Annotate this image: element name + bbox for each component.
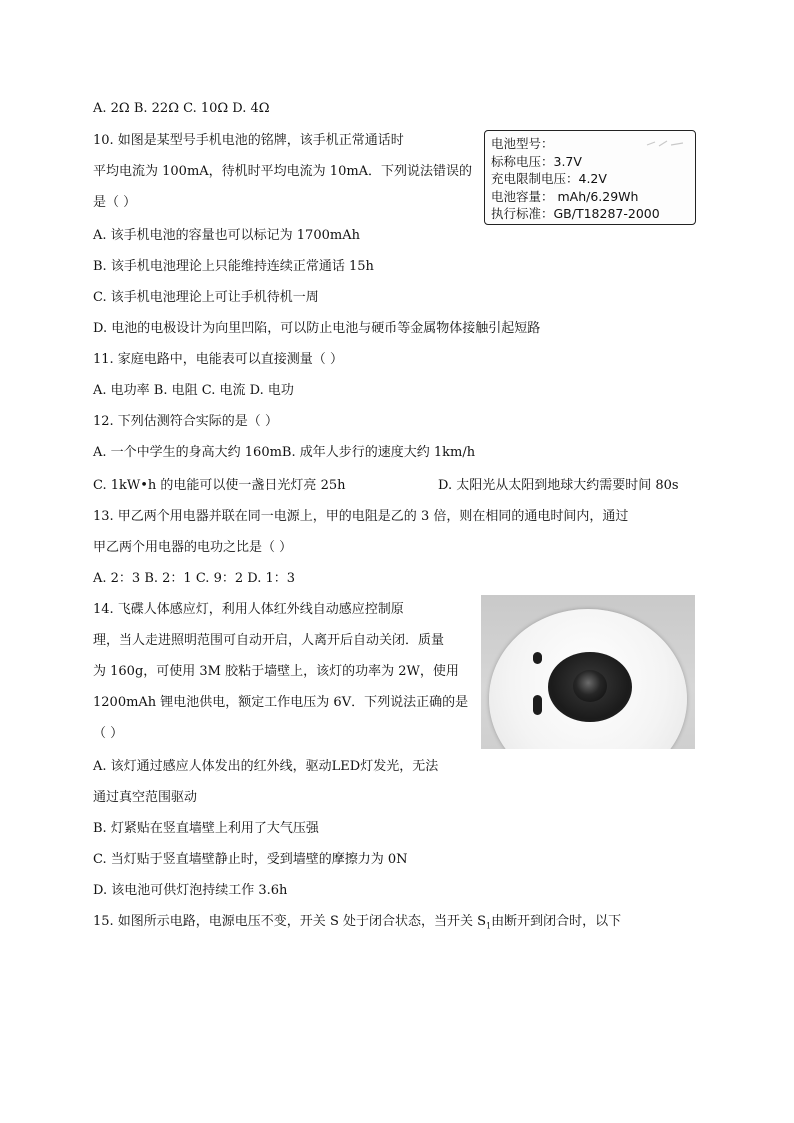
- battery-capacity: 电池容量： mAh/6.29Wh: [491, 188, 639, 204]
- q10-a: A. 该手机电池的容量也可以标记为 1700mAh: [93, 228, 360, 243]
- battery-model: 电池型号：: [491, 136, 554, 151]
- q14-a-1: A. 该灯通过感应人体发出的红外线，驱动LED灯发光，无法: [93, 759, 439, 774]
- q14-stem-2: 理，当人走进照明范围可自动开启，人离开后自动关闭．质量: [93, 633, 445, 648]
- q14-stem-3: 为 160g，可使用 3M 胶粘于墙壁上，该灯的功率为 2W，使用: [93, 664, 459, 679]
- sensor-housing: [548, 652, 632, 722]
- q14-stem-1: 14. 飞碟人体感应灯，利用人体红外线自动感应控制原: [93, 602, 404, 617]
- q11-stem: 11. 家庭电路中，电能表可以直接测量（ ）: [93, 352, 343, 367]
- sensor-lens-icon: [573, 670, 607, 702]
- q10-stem-1: 10. 如图是某型号手机电池的铭牌，该手机正常通话时: [93, 133, 404, 148]
- q12-d: D. 太阳光从太阳到地球大约需要时间 80s: [438, 478, 679, 493]
- q15-stem: [93, 912, 621, 937]
- indicator-top: [533, 652, 542, 664]
- q14-b: B. 灯紧贴在竖直墙壁上利用了大气压强: [93, 821, 319, 836]
- q12-stem: 12. 下列估测符合实际的是（ ）: [93, 414, 278, 429]
- sensor-light-disc: [489, 609, 687, 749]
- q12-ab: A. 一个中学生的身高大约 160mB. 成年人步行的速度大约 1km/h: [93, 445, 476, 460]
- q10-stem-2: 平均电流为 100mA，待机时平均电流为 10mA．下列说法错误的: [93, 164, 473, 179]
- q13-options: A. 2：3 B. 2：1 C. 9：2 D. 1：3: [93, 571, 296, 586]
- sensor-light-photo: [481, 595, 695, 749]
- battery-standard: 执行标准：GB/T18287-2000: [491, 206, 660, 221]
- q14-a-2: 通过真空范围驱动: [93, 790, 198, 805]
- q14-c: C. 当灯贴于竖直墙壁静止时，受到墙壁的摩擦力为 0N: [93, 852, 408, 867]
- q15-stem-part1: 15. 如图所示电路，电源电压不变，开关 S 处于闭合状态，当开关 S: [93, 914, 487, 929]
- indicator-bottom: [533, 695, 542, 715]
- q10-stem-3: 是（ ）: [93, 195, 137, 210]
- q10-c: C. 该手机电池理论上可让手机待机一周: [93, 290, 319, 305]
- q10-d: D. 电池的电极设计为向里凹陷，可以防止电池与硬币等金属物体接触引起短路: [93, 321, 541, 336]
- q11-options: A. 电功率 B. 电阻 C. 电流 D. 电功: [93, 383, 294, 398]
- q15-stem-part2: 由断开到闭合时，以下: [491, 914, 622, 929]
- battery-nominal-voltage: 标称电压：3.7V: [491, 153, 582, 169]
- q9-options: A. 2Ω B. 22Ω C. 10Ω D. 4Ω: [93, 101, 270, 116]
- q13-stem-1: 13. 甲乙两个用电器并联在同一电源上，甲的电阻是乙的 3 倍，则在相同的通电时间内，通过: [93, 509, 629, 524]
- q14-stem-4: 1200mAh 锂电池供电，额定工作电压为 6V．下列说法正确的是: [93, 695, 469, 710]
- label-scratch-marks: [645, 139, 685, 149]
- battery-charge-limit: 充电限制电压：4.2V: [491, 171, 607, 186]
- battery-nameplate: [484, 130, 696, 225]
- q14-stem-5: （ ）: [93, 726, 124, 741]
- q15-subscript: 1: [486, 921, 492, 931]
- q14-d: D. 该电池可供灯泡持续工作 3.6h: [93, 883, 288, 898]
- q13-stem-2: 甲乙两个用电器的电功之比是（ ）: [93, 540, 293, 555]
- q12-c: C. 1kW•h 的电能可以使一盏日光灯亮 25h: [93, 478, 346, 493]
- q10-b: B. 该手机电池理论上只能维持连续正常通话 15h: [93, 259, 374, 274]
